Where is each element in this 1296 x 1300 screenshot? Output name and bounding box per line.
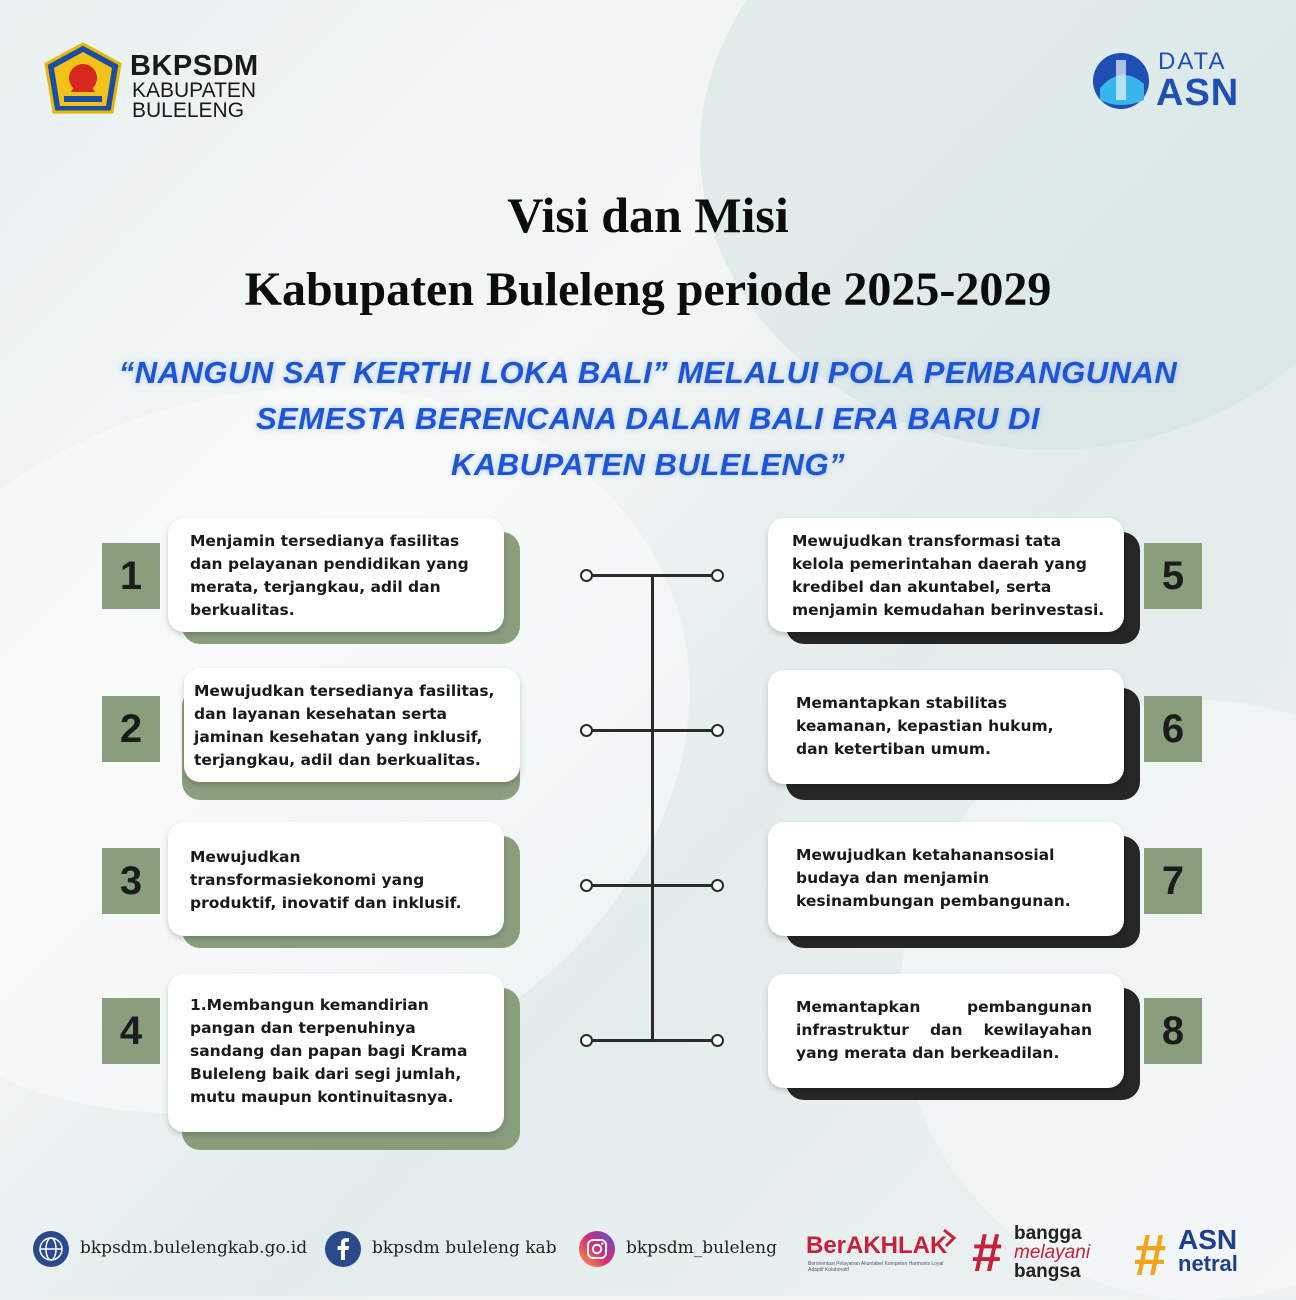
connector-line [587,574,719,577]
berakhlak-logo [806,1228,956,1278]
misi-number-5: 5 [1144,543,1202,609]
berakhlak-swoosh-icon [942,1228,956,1248]
logo-text-data: DATA [1158,48,1227,75]
bangga-line-1: bangga [1014,1223,1082,1244]
hash-icon: # [1134,1223,1167,1288]
hash-icon: # [972,1223,1003,1283]
misi-text-5: Mewujudkan transformasi tata kelola pemerintahan daerah yang kredibel dan akuntabel, serta menjamin kemudahan berinvestasi. [792,532,1105,619]
misi-text-8: Memantapkan pembangunan infrastruktur dan kewilayahan yang merata dan berkeadilan. [796,998,1092,1062]
website-text: bkpsdm.bulelengkab.go.id [80,1238,308,1258]
misi-text-2: Mewujudkan tersedianya fasilitas, dan layanan kesehatan serta jaminan kesehatan yang inklusif, terjangkau, adil dan berkualitas. [194,682,495,769]
connector-line [587,729,719,732]
connector-dot [711,1034,724,1047]
misi-number-3: 3 [102,848,160,914]
page-subtitle: Kabupaten Buleleng periode 2025-2029 [244,263,1052,316]
misi-card-4 [168,974,504,1132]
connector-dot [711,724,724,737]
misi-number-2: 2 [102,696,160,762]
misi-text-1: Menjamin tersedianya fasilitas dan pelayanan pendidikan yang merata, terjangkau, adil dan berkualitas. [190,532,469,619]
misi-card-8 [768,974,1124,1088]
misi-card-2 [184,668,520,782]
globe-icon [32,1230,70,1268]
bangga-line-2: melayani [1014,1242,1091,1263]
connector-dot [580,1034,593,1047]
visi-statement [50,350,1246,488]
visi-line-2: SEMESTA BERENCANA DALAM BALI ERA BARU DI [255,401,1041,436]
misi-number-6: 6 [1144,696,1202,762]
misi-text-6: Memantapkan stabilitas keamanan, kepastian hukum, dan ketertiban umum. [796,694,1054,758]
berakhlak-tagline: Berorientasi Pelayanan Akuntabel Kompeten Harmonis Loyal Adaptif Kolaboratif [808,1261,944,1273]
crest-logo-icon [44,42,122,116]
misi-text-7: Mewujudkan ketahanansosial budaya dan menjamin kesinambungan pembangunan. [796,846,1071,910]
page-title: Visi dan Misi [507,187,789,243]
org-sub-buleleng: BULELENG [132,99,245,122]
connector-dot [711,879,724,892]
misi-number-8: 8 [1144,998,1202,1064]
bangga-melayani-bangsa-logo [972,1224,1122,1284]
connector-dot [711,569,724,582]
bkpsdm-logo [44,42,284,122]
asn-netral-line-1: ASN [1178,1224,1238,1255]
bangga-line-3: bangsa [1014,1261,1081,1282]
connector-dot [580,569,593,582]
org-sub-kabupaten: KABUPATEN [132,79,257,102]
visi-line-3: KABUPATEN BULELENG” [450,447,846,482]
berakhlak-wordmark: BerAKHLAK [806,1232,948,1259]
data-asn-logo-icon [1090,50,1152,112]
misi-number-1: 1 [102,543,160,609]
connector-dot [580,724,593,737]
misi-number-4: 4 [102,998,160,1064]
connector-line [587,884,719,887]
misi-number-7: 7 [1144,848,1202,914]
misi-text-4: 1.Membangun kemandirian pangan dan terpenuhinya sandang dan papan bagi Krama Buleleng baik dari segi jumlah, mutu maupun kontinuitasnya. [190,996,468,1106]
misi-card-6 [768,670,1124,784]
connector-dot [580,879,593,892]
connector-line [587,1039,719,1042]
instagram-text: bkpsdm_buleleng [626,1238,777,1258]
misi-card-1 [168,518,504,632]
facebook-icon [324,1230,362,1268]
facebook-text: bkpsdm buleleng kab [372,1238,557,1258]
instagram-icon [578,1230,616,1268]
connector-vertical-line [651,576,654,1042]
misi-card-3 [168,822,504,936]
asn-netral-line-2: netral [1178,1251,1238,1276]
data-asn-logo [1090,46,1250,116]
misi-card-5 [768,518,1124,632]
misi-card-7 [768,822,1124,936]
asn-netral-logo [1134,1223,1264,1288]
misi-text-3: Mewujudkan transformasiekonomi yang produktif, inovatif dan inklusif. [190,848,462,912]
visi-line-1: “NANGUN SAT KERTHI LOKA BALI” MELALUI POLA PEMBANGUNAN [118,355,1178,390]
org-name: BKPSDM [130,50,259,82]
logo-text-asn: ASN [1156,72,1240,114]
